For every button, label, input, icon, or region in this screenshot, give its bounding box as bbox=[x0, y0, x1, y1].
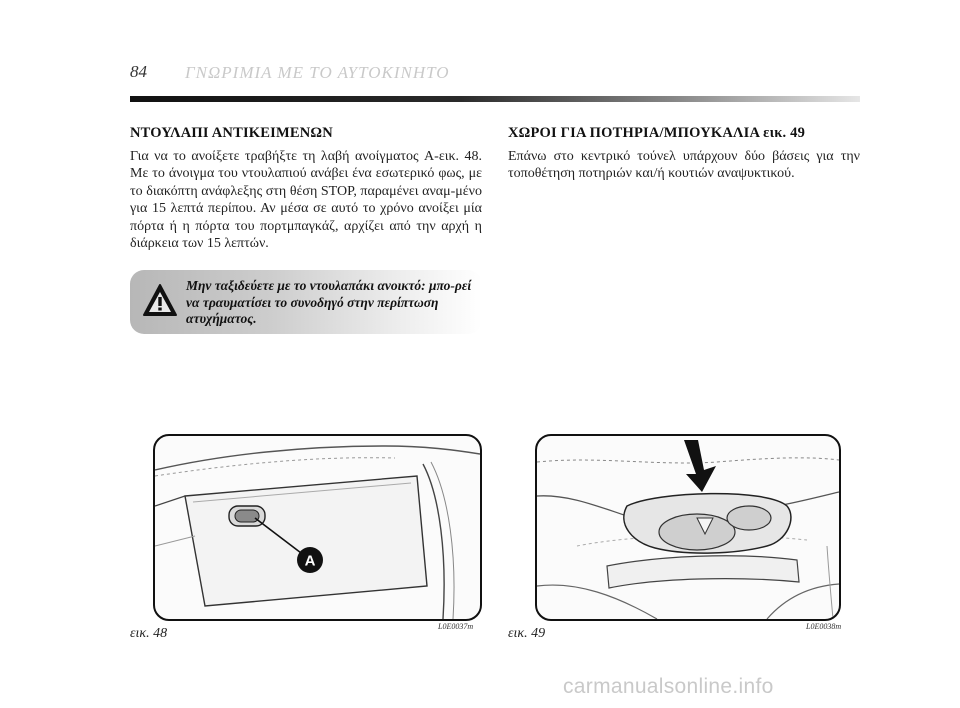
warning-triangle-icon bbox=[142, 283, 178, 317]
glovebox-section-title: ΝΤΟΥΛΑΠΙ ΑΝΤΙΚΕΙΜΕΝΩΝ bbox=[130, 125, 333, 141]
glovebox-drawing bbox=[155, 436, 480, 619]
watermark-link[interactable]: carmanualsonline.info bbox=[563, 675, 774, 698]
callout-label-A: A bbox=[304, 552, 316, 570]
header-rule bbox=[130, 96, 860, 102]
figure-48-glovebox-illustration bbox=[153, 434, 482, 621]
figure-48-code: L0E0037m bbox=[438, 622, 474, 631]
warning-text: Μην ταξιδεύετε με το ντουλαπάκι ανοικτό: μπο-ρεί να τραυματίσει το συνοδηγό στην περίπτωση ατυχήματος. bbox=[186, 278, 472, 326]
page-number: 84 bbox=[130, 62, 147, 81]
figure-49-caption: εικ. 49 bbox=[508, 626, 546, 641]
cupholder-paragraph: Επάνω στο κεντρικό τούνελ υπάρχουν δύο βάσεις για την τοποθέτηση ποτηριών και/ή κουτιών αναψυκτικού. bbox=[508, 149, 860, 182]
callout-badge-A bbox=[295, 545, 325, 575]
cupholder-section-title: ΧΩΡΟΙ ΓΙΑ ΠΟΤΗΡΙΑ/ΜΠΟΥΚΑΛΙΑ εικ. 49 bbox=[508, 125, 806, 141]
running-title: ΓΝΩΡΙΜΙΑ ΜΕ ΤΟ ΑΥΤΟΚΙΝΗΤΟ bbox=[185, 63, 450, 82]
figure-48-caption: εικ. 48 bbox=[130, 626, 168, 641]
pointing-arrow-icon bbox=[676, 440, 724, 494]
figure-49-code: L0E0038m bbox=[806, 622, 842, 631]
glovebox-paragraph: Για να το ανοίξετε τραβήξτε τη λαβή ανοίγματος A-εικ. 48. Με το άνοιγμα του ντουλαπιού ανάβει ένα εσωτερικό φως, με το διακόπτη ανάφλεξης στη θέση STOP, παραμένει αναμ-μένο για 15 λεπτά περίπου. Αν μέσα σε αυτό το χρόνο ανοίξει μία πόρτα ή η πόρτα του πορτμπαγκάζ, αρχίζει από την αρχή η διάρκεια των 15 λεπτών. bbox=[130, 149, 482, 252]
